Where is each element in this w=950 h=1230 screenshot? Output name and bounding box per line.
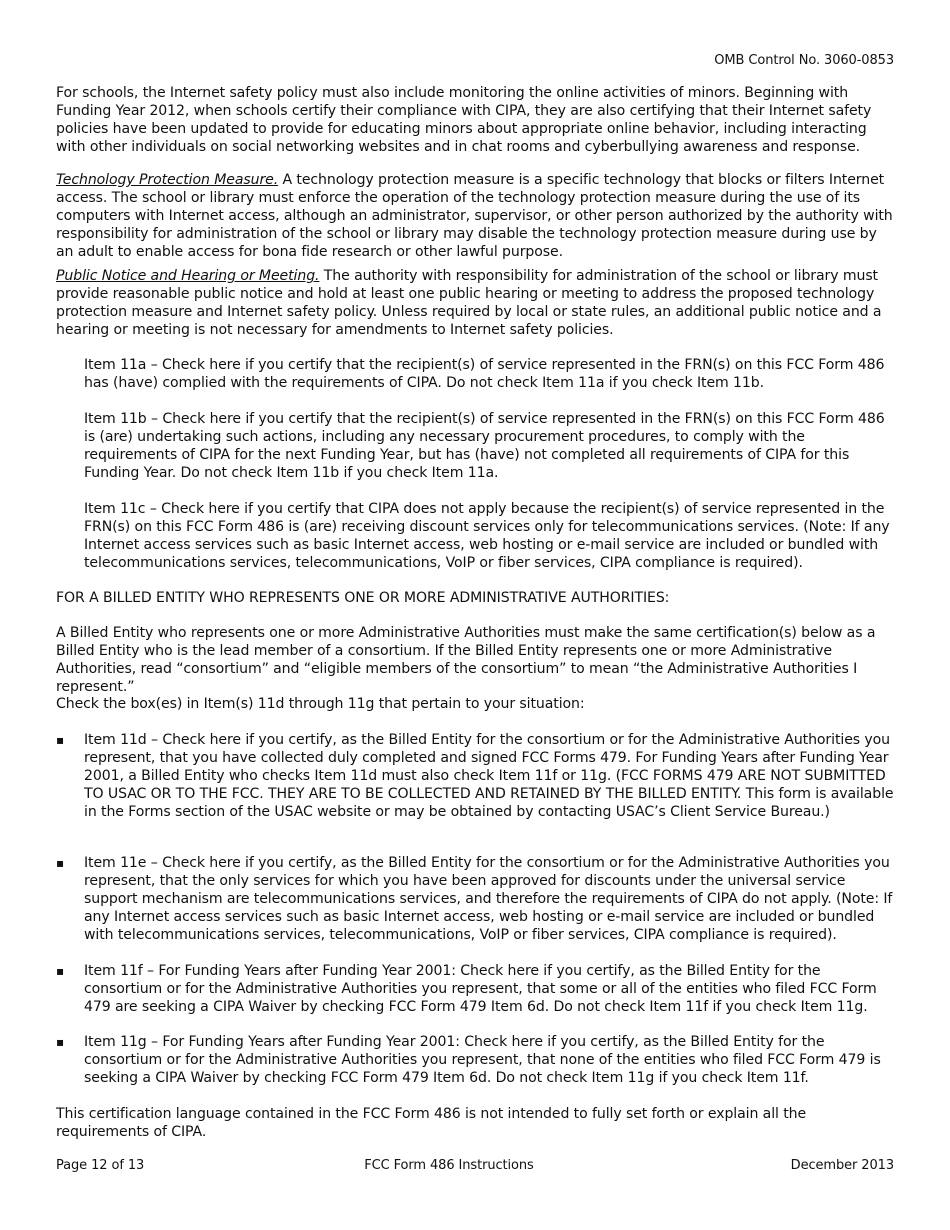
- check-boxes-intro: Check the box(es) in Item(s) 11d through 11g that pertain to your situation:: [56, 696, 585, 712]
- bullet-icon: ▪: [56, 964, 65, 978]
- item-11d: [56, 731, 896, 821]
- item-11f: [56, 962, 896, 1016]
- omb-control-number: OMB Control No. 3060-0853: [714, 53, 894, 68]
- item-11f-text: Item 11f – For Funding Years after Funding Year 2001: Check here if you certify, as the Billed Entity for the consortium or for the Administrative Authorities you represent, that some or all of the entities who filed FCC Form 479 are seeking a CIPA Waiver by checking FCC Form 479 Item 6d. Do not check Item 11f if you check Item 11g.: [84, 963, 877, 1015]
- public-notice-text: The authority with responsibility for administration of the school or library must provide reasonable public notice and hold at least one public hearing or meeting to address the proposed technology protection measure and Internet safety policy. Unless required by local or state rules, an additional public notice and a hearing or meeting is not necessary for amendments to Internet safety policies.: [56, 268, 882, 338]
- item-11b: Item 11b – Check here if you certify that the recipient(s) of service represented in the FRN(s) on this FCC Form 486 is (are) undertaking such actions, including any necessary procurement procedures, to comply with the requirements of CIPA for the next Funding Year, but has (have) not completed all requirements of CIPA for this Funding Year. Do not check Item 11b if you check Item 11a.: [84, 411, 885, 481]
- item-11a: Item 11a – Check here if you certify that the recipient(s) of service represented in the FRN(s) on this FCC Form 486 has (have) complied with the requirements of CIPA. Do not check Item 11a if you check Item 11b.: [84, 357, 885, 391]
- closing-paragraph: This certification language contained in the FCC Form 486 is not intended to fully set forth or explain all the requirements of CIPA.: [56, 1106, 807, 1140]
- bullet-icon: ▪: [56, 1035, 65, 1049]
- item-11g-text: Item 11g – For Funding Years after Funding Year 2001: Check here if you certify, as the Billed Entity for the consortium or for the Administrative Authorities you represent, that none of the entities who filed FCC Form 479 is seeking a CIPA Waiver by checking FCC Form 479 Item 6d. Do not check Item 11g if you check Item 11f.: [84, 1034, 881, 1086]
- billed-entity-paragraph: A Billed Entity who represents one or more Administrative Authorities must make the same certification(s) below as a Billed Entity who is the lead member of a consortium. If the Billed Entity represents one or more Administrative Authorities, read “consortium” and “eligible members of the consortium” to mean “the Administrative Authorities I represent.”: [56, 625, 876, 695]
- technology-protection-heading: Technology Protection Measure.: [56, 172, 279, 188]
- public-notice-paragraph: [56, 267, 896, 339]
- item-11g: [56, 1033, 896, 1087]
- footer-form-title: FCC Form 486 Instructions: [364, 1158, 534, 1173]
- public-notice-heading: Public Notice and Hearing or Meeting.: [56, 268, 320, 284]
- schools-paragraph: For schools, the Internet safety policy must also include monitoring the online activities of minors. Beginning with Funding Year 2012, when schools certify their compliance with CIPA, they are also certifying that their Internet safety policies have been updated to provide for educating minors about appropriate online behavior, including interacting with other individuals on social networking websites and in chat rooms and cyberbullying awareness and response.: [56, 85, 872, 155]
- bullet-icon: ▪: [56, 733, 65, 747]
- footer-page-number: Page 12 of 13: [56, 1158, 145, 1173]
- bullet-icon: ▪: [56, 856, 65, 870]
- technology-protection-paragraph: [56, 171, 896, 261]
- item-11e: [56, 854, 896, 944]
- billed-entity-heading: FOR A BILLED ENTITY WHO REPRESENTS ONE OR MORE ADMINISTRATIVE AUTHORITIES:: [56, 590, 670, 606]
- item-11c: Item 11c – Check here if you certify that CIPA does not apply because the recipient(s) of service represented in the FRN(s) on this FCC Form 486 is (are) receiving discount services only for telecommunications services. (Note: If any Internet access services such as basic Internet access, web hosting or e-mail service are included or bundled with telecommunications services, telecommunications, VoIP or fiber services, CIPA compliance is required).: [84, 501, 890, 571]
- item-11e-text: Item 11e – Check here if you certify, as the Billed Entity for the consortium or for the Administrative Authorities you represent, that the only services for which you have been approved for discounts under the universal service support mechanism are telecommunications services, and therefore the requirements of CIPA do not apply. (Note: If any Internet access services such as basic Internet access, web hosting or e-mail service are included or bundled with telecommunications services, telecommunications, VoIP or fiber services, CIPA compliance is required).: [84, 855, 893, 943]
- technology-protection-text: A technology protection measure is a specific technology that blocks or filters Internet access. The school or library must enforce the operation of the technology protection measure during the use of its computers with Internet access, although an administrator, supervisor, or other person authorized by the authority with responsibility for administration of the school or library may disable the technology protection measure during use by an adult to enable access for bona fide research or other lawful purpose.: [56, 172, 893, 260]
- footer-date: December 2013: [790, 1158, 894, 1173]
- item-11d-text: Item 11d – Check here if you certify, as the Billed Entity for the consortium or for the Administrative Authorities you represent, that you have collected duly completed and signed FCC Forms 479. For Funding Years after Funding Year 2001, a Billed Entity who checks Item 11d must also check Item 11f or 11g. (FCC FORMS 479 ARE NOT SUBMITTED TO USAC OR TO THE FCC. THEY ARE TO BE COLLECTED AND RETAINED BY THE BILLED ENTITY. This form is available in the Forms section of the USAC website or may be obtained by contacting USAC’s Client Service Bureau.): [84, 732, 894, 820]
